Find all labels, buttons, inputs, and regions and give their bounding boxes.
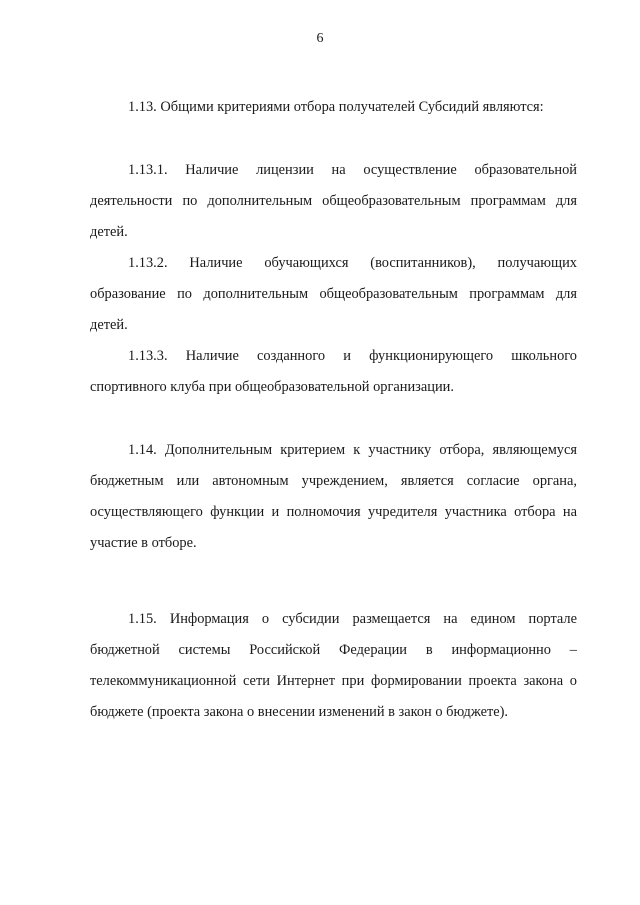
- document-body: [90, 92, 577, 728]
- page-number: 6: [316, 31, 324, 46]
- paragraph-1-14: 1.14. Дополнительным критерием к участнику отбора, являющемуся бюджетным или автономным учреждением, является согласие органа, осуществляющего функции и полномочия учредителя участника отбора на участие в отборе.: [90, 442, 577, 551]
- paragraph-1-13: 1.13. Общими критериями отбора получателей Субсидий являются:: [128, 99, 544, 115]
- paragraph-spacer: [90, 559, 577, 604]
- paragraph-1-13-2: 1.13.2. Наличие обучающихся (воспитанников), получающих образование по дополнительным общеобразовательным программам для детей.: [90, 255, 577, 333]
- paragraph-spacer: [90, 403, 577, 435]
- paragraph-spacer: [90, 123, 577, 155]
- paragraph-1-13-3: 1.13.3. Наличие созданного и функционирующего школьного спортивного клуба при общеобразовательной организации.: [90, 348, 577, 395]
- paragraph-1-13-1: 1.13.1. Наличие лицензии на осуществление образовательной деятельности по дополнительным общеобразовательным программам для детей.: [90, 162, 577, 240]
- paragraph-1-15: 1.15. Информация о субсидии размещается на едином портале бюджетной системы Российской Федерации в информационно – телекоммуникационной сети Интернет при формировании проекта закона о бюджете (проекта закона о внесении изменений в закон о бюджете).: [90, 611, 577, 720]
